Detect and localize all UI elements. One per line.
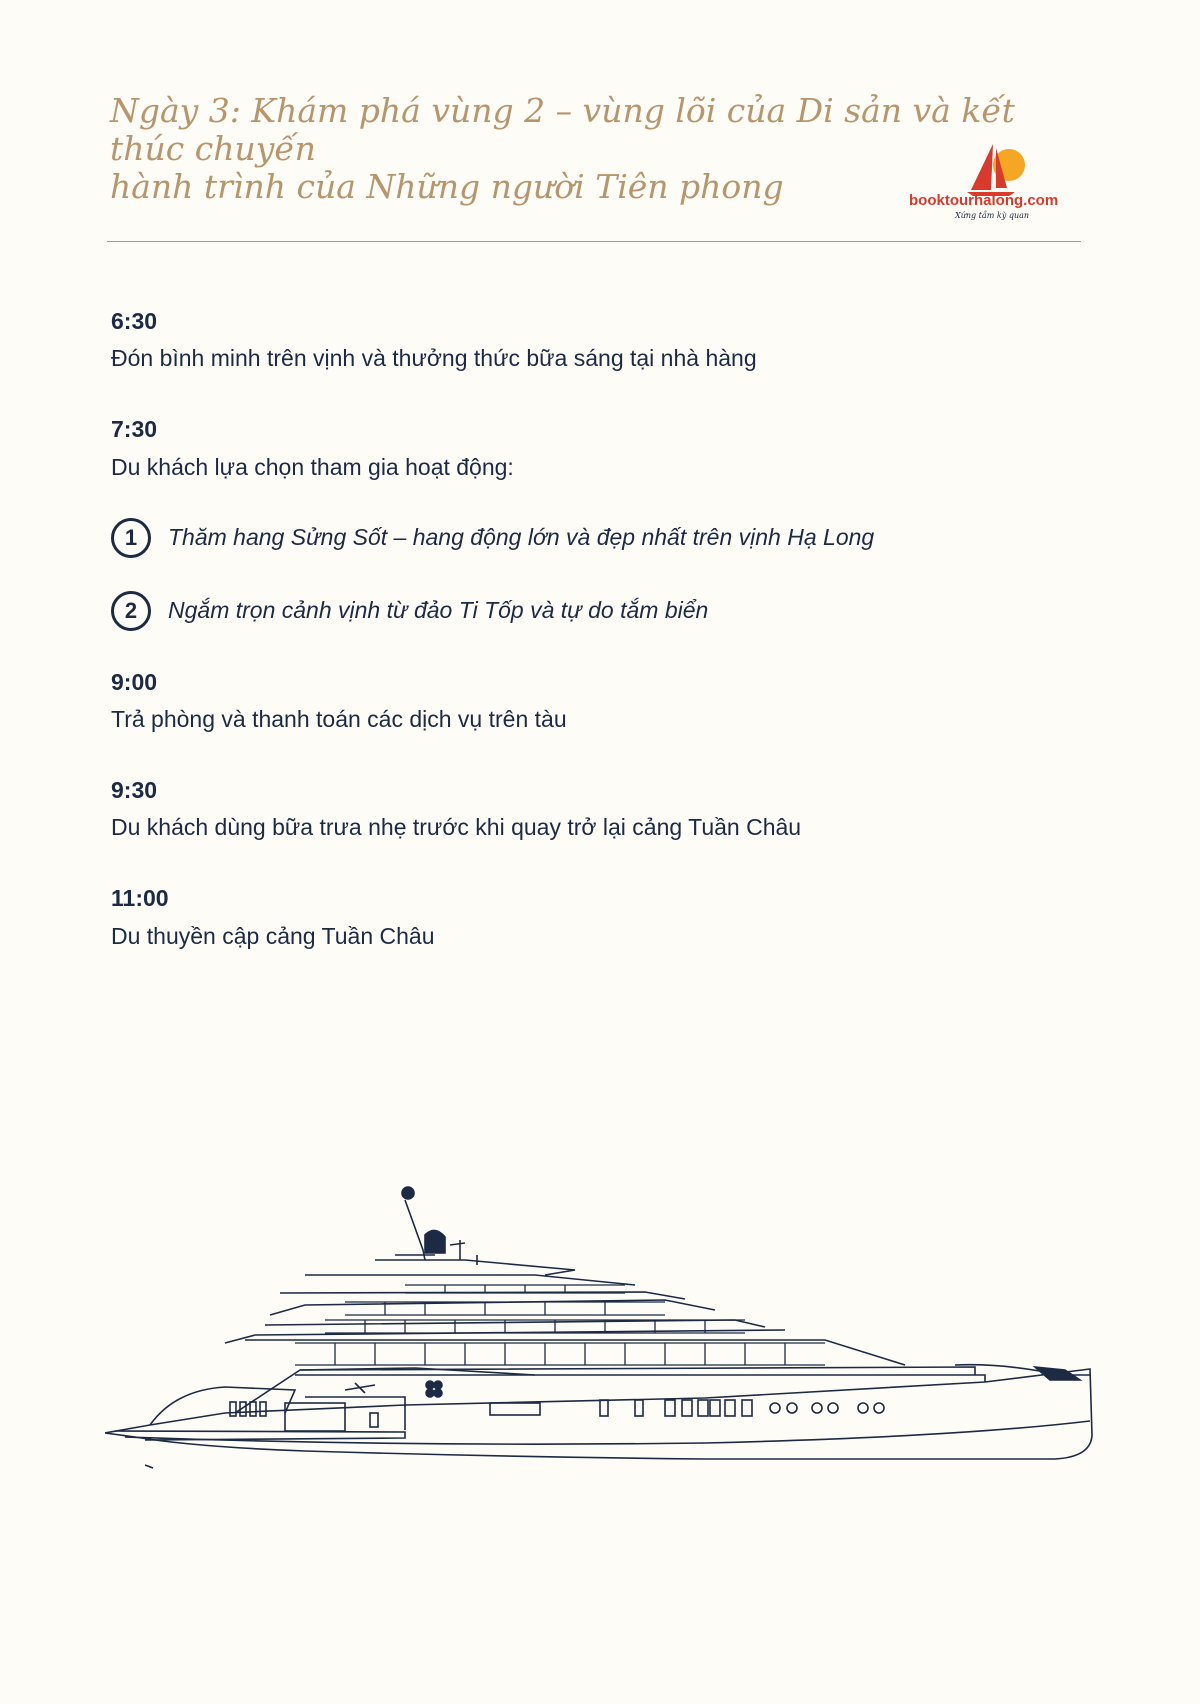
schedule-time: 11:00: [111, 885, 169, 911]
title-line-1: Ngày 3: Khám phá vùng 2 – vùng lõi của Di sản và kết thúc chuyến: [110, 91, 1015, 168]
schedule-time: 9:00: [111, 669, 158, 695]
header-divider: [107, 241, 1081, 242]
schedule-time: 7:30: [111, 416, 158, 442]
brand-logo[interactable]: [905, 142, 1085, 222]
logo-tagline: Xứng tầm kỳ quan: [955, 211, 1030, 220]
schedule-description: Du thuyền cập cảng Tuần Châu: [111, 923, 435, 949]
schedule-time: 9:30: [111, 777, 158, 803]
logo-brand-text: booktourhalong.com: [909, 192, 1059, 209]
option-text: Thăm hang Sửng Sốt – hang động lớn và đẹp nhất trên vịnh Hạ Long: [168, 524, 875, 550]
title-line-2: hành trình của Những người Tiên phong: [110, 167, 784, 206]
option-number-badge: 2: [111, 591, 151, 631]
schedule-description: Du khách dùng bữa trưa nhẹ trước khi quay trở lại cảng Tuần Châu: [111, 814, 802, 840]
schedule-description: Du khách lựa chọn tham gia hoạt động:: [111, 454, 514, 480]
sailboat-icon: [963, 142, 1033, 197]
option-text: Ngắm trọn cảnh vịnh từ đảo Ti Tốp và tự do tắm biển: [168, 597, 709, 623]
schedule-time: 6:30: [111, 308, 158, 334]
yacht-illustration: [105, 1175, 1095, 1475]
schedule-description: Đón bình minh trên vịnh và thưởng thức bữa sáng tại nhà hàng: [111, 345, 757, 371]
schedule-description: Trả phòng và thanh toán các dịch vụ trên tàu: [111, 706, 567, 732]
option-number-badge: 1: [111, 518, 151, 558]
